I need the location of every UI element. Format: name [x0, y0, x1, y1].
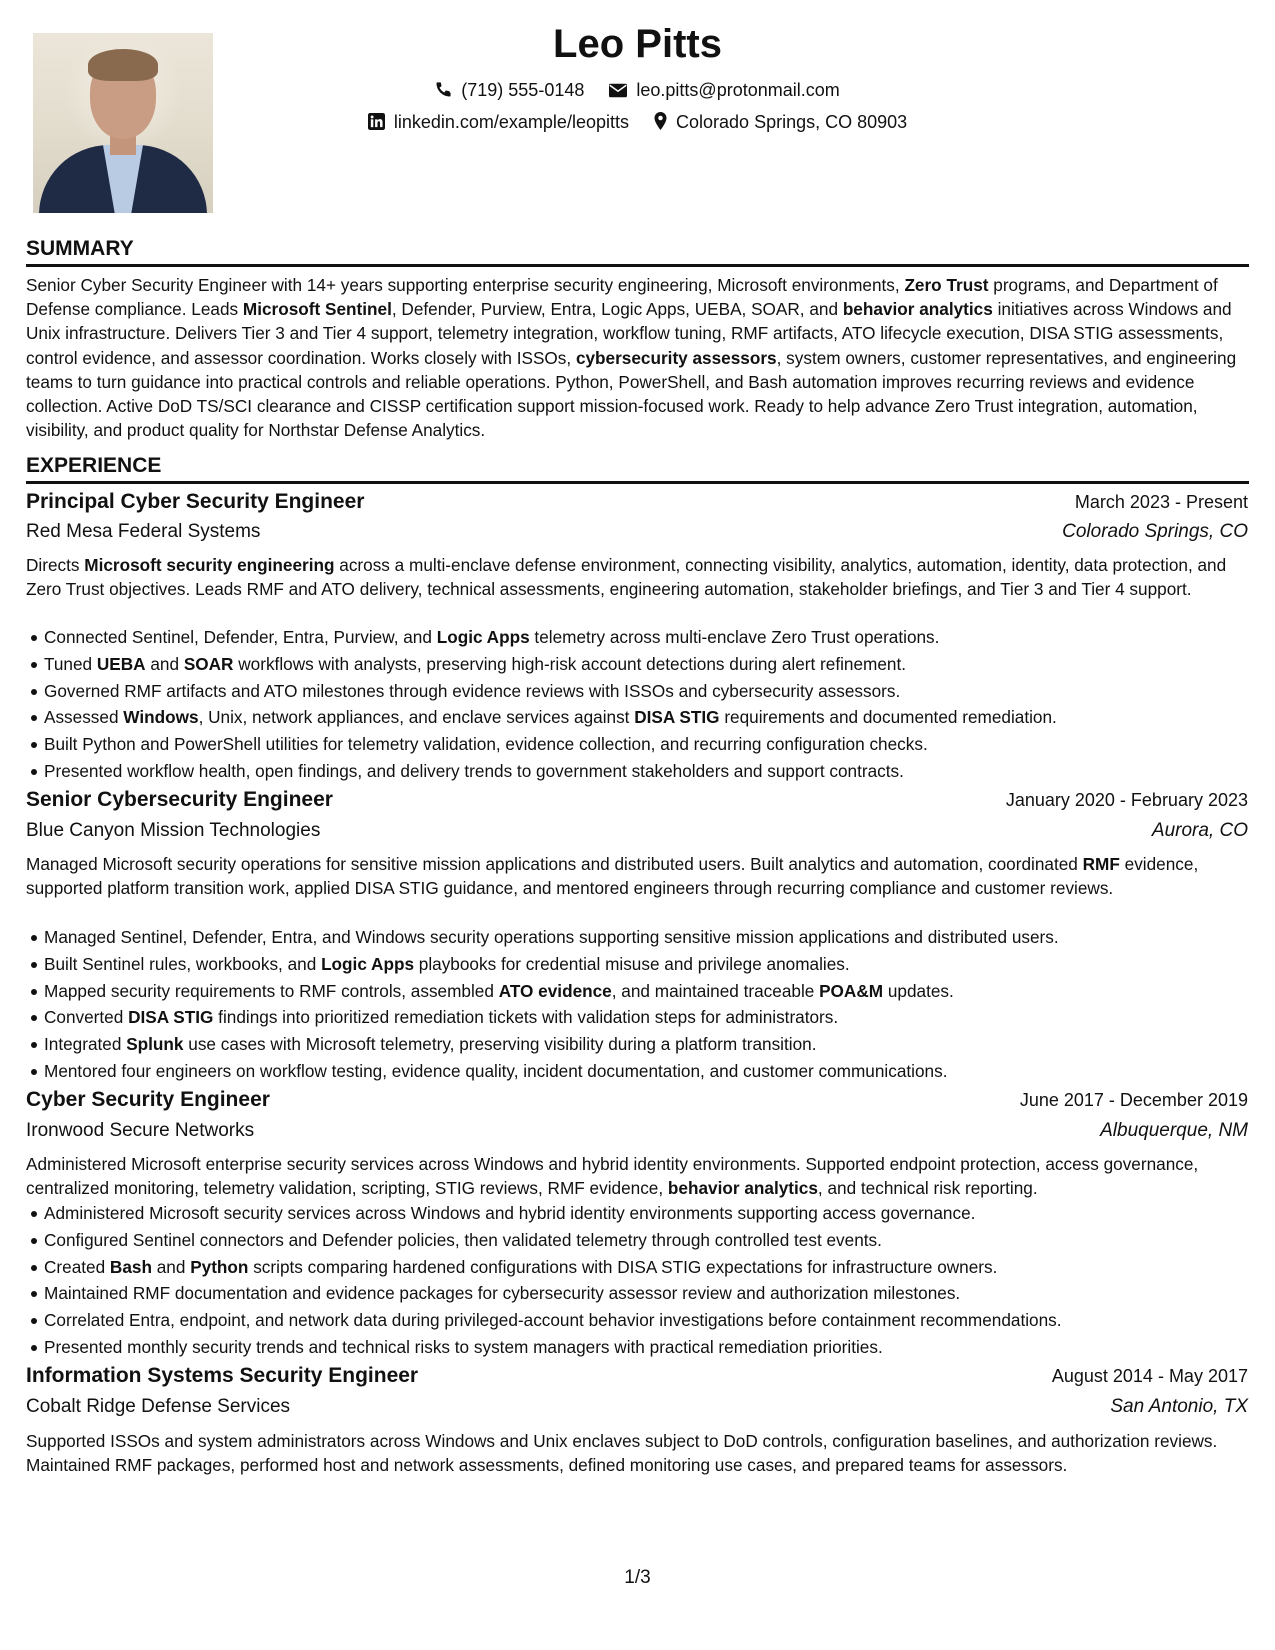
- summary-heading: SUMMARY: [26, 237, 1249, 267]
- job-description: Directs Microsoft security engineering across a multi-enclave defense environment, connecting visibility, analytics, automation, identity, data protection, and Zero Trust objectives. Leads RMF and ATO delivery, technical assessments, engineering automation, stakeholder briefings, and Tier 3 and Tier 4 support.: [26, 555, 1227, 600]
- job-title: Senior Cybersecurity Engineer: [26, 788, 333, 811]
- bullet-item: Maintained RMF documentation and evidence packages for cybersecurity assessor review and authorization milestones.: [26, 1280, 1248, 1307]
- job-bullets: [26, 924, 1248, 1085]
- contact-line-1: [0, 80, 1275, 101]
- job-dates: August 2014 - May 2017: [1051, 1366, 1248, 1386]
- summary-text: Senior Cyber Security Engineer with 14+ years supporting enterprise security engineering, Microsoft environments, Zero Trust programs, and Department of Defense compliance. Leads Microsoft Sentinel, Defender, Purview, Entra, Logic Apps, UEBA, SOAR, and behavior analytics initiatives across Windows and Unix infrastructure. Delivers Tier 3 and Tier 4 support, telemetry integration, workflow tuning, RMF artifacts, ATO lifecycle execution, DISA STIG assessments, control evidence, and assessor coordination. Works closely with ISSOs, cybersecurity assessors, system owners, customer representatives, and engineering teams to turn guidance into practical controls and reliable operations. Python, PowerShell, and Bash automation improves recurring reviews and evidence collection. Active DoD TS/SCI clearance and CISSP certification support mission-focused work. Ready to help advance Zero Trust integration, automation, visibility, and product quality for Northstar Defense Analytics.: [26, 275, 1237, 441]
- bullet-item: Converted DISA STIG findings into prioritized remediation tickets with validation steps for administrators.: [26, 1004, 1248, 1031]
- company-name: Cobalt Ridge Defense Services: [26, 1396, 291, 1417]
- page-number: 1/3: [624, 1567, 651, 1588]
- job-location: Colorado Springs, CO: [1062, 521, 1248, 542]
- location-text: Colorado Springs, CO 80903: [676, 112, 908, 132]
- job-dates: January 2020 - February 2023: [1005, 790, 1248, 810]
- candidate-name: Leo Pitts: [553, 22, 722, 66]
- job-location: San Antonio, TX: [1110, 1396, 1248, 1417]
- bullet-item: Presented workflow health, open findings, and delivery trends to government stakeholders and support contracts.: [26, 758, 1248, 785]
- job-description: Administered Microsoft enterprise security services across Windows and hybrid identity environments. Supported endpoint protection, access governance, centralized monitoring, telemetry validation, scripting, STIG reviews, RMF evidence, behavior analytics, and technical risk reporting.: [26, 1154, 1199, 1199]
- bullet-item: Integrated Splunk use cases with Microsoft telemetry, preserving visibility during a platform transition.: [26, 1031, 1248, 1058]
- bullet-item: Configured Sentinel connectors and Defender policies, then validated telemetry through controlled test events.: [26, 1227, 1248, 1254]
- linkedin-icon: [368, 113, 385, 130]
- bullet-item: Built Python and PowerShell utilities for telemetry validation, evidence collection, and recurring configuration checks.: [26, 731, 1248, 758]
- job-title: Cyber Security Engineer: [26, 1088, 270, 1111]
- job-description: Managed Microsoft security operations for sensitive mission applications and distributed users. Built analytics and automation, coordinated RMF evidence, supported platform transition work, applied DISA STIG guidance, and mentored engineers through recurring compliance and customer reviews.: [26, 854, 1199, 899]
- email-item[interactable]: [609, 80, 839, 101]
- bullet-item: Tuned UEBA and SOAR workflows with analysts, preserving high-risk account detections during alert refinement.: [26, 651, 1248, 678]
- company-name: Blue Canyon Mission Technologies: [26, 820, 321, 841]
- bullet-item: Mapped security requirements to RMF controls, assembled ATO evidence, and maintained traceable POA&M updates.: [26, 978, 1248, 1005]
- job-description: Supported ISSOs and system administrators across Windows and Unix enclaves subject to DoD controls, configuration baselines, and authorization reviews. Maintained RMF packages, performed host and network assessments, defined monitoring use cases, and prepared teams for assessors.: [26, 1431, 1218, 1476]
- email-address: leo.pitts@protonmail.com: [636, 80, 840, 100]
- phone-icon: [435, 81, 452, 98]
- bullet-item: Created Bash and Python scripts comparing hardened configurations with DISA STIG expectations for infrastructure owners.: [26, 1254, 1248, 1281]
- bullet-item: Mentored four engineers on workflow testing, evidence quality, incident documentation, and customer communications.: [26, 1058, 1248, 1085]
- job-dates: March 2023 - Present: [1074, 492, 1248, 512]
- phone-item[interactable]: [435, 80, 584, 101]
- job-title: Principal Cyber Security Engineer: [26, 490, 365, 513]
- map-pin-icon: [654, 112, 667, 130]
- contact-line-2: [0, 112, 1275, 133]
- job-bullets: [26, 1200, 1248, 1361]
- linkedin-item[interactable]: [368, 112, 629, 133]
- company-name: Red Mesa Federal Systems: [26, 521, 261, 542]
- bullet-item: Correlated Entra, endpoint, and network data during privileged-account behavior investigations before containment recommendations.: [26, 1307, 1248, 1334]
- experience-heading: EXPERIENCE: [26, 454, 1249, 484]
- company-name: Ironwood Secure Networks: [26, 1120, 255, 1141]
- bullet-item: Presented monthly security trends and technical risks to system managers with practical remediation priorities.: [26, 1334, 1248, 1361]
- location-item: [654, 112, 907, 133]
- job-location: Albuquerque, NM: [1100, 1120, 1248, 1141]
- job-bullets: [26, 624, 1248, 785]
- bullet-item: Administered Microsoft security services across Windows and hybrid identity environments supporting access governance.: [26, 1200, 1248, 1227]
- bullet-item: Built Sentinel rules, workbooks, and Logic Apps playbooks for credential misuse and privilege anomalies.: [26, 951, 1248, 978]
- job-location: Aurora, CO: [1151, 820, 1248, 841]
- bullet-item: Managed Sentinel, Defender, Entra, and Windows security operations supporting sensitive mission applications and distributed users.: [26, 924, 1248, 951]
- job-dates: June 2017 - December 2019: [1019, 1090, 1248, 1110]
- phone-number: (719) 555-0148: [461, 80, 585, 100]
- envelope-icon: [609, 83, 627, 98]
- bullet-item: Governed RMF artifacts and ATO milestones through evidence reviews with ISSOs and cybersecurity assessors.: [26, 678, 1248, 705]
- bullet-item: Connected Sentinel, Defender, Entra, Purview, and Logic Apps telemetry across multi-enclave Zero Trust operations.: [26, 624, 1248, 651]
- linkedin-url: linkedin.com/example/leopitts: [393, 112, 629, 132]
- job-title: Information Systems Security Engineer: [26, 1364, 419, 1387]
- bullet-item: Assessed Windows, Unix, network appliances, and enclave services against DISA STIG requirements and documented remediation.: [26, 704, 1248, 731]
